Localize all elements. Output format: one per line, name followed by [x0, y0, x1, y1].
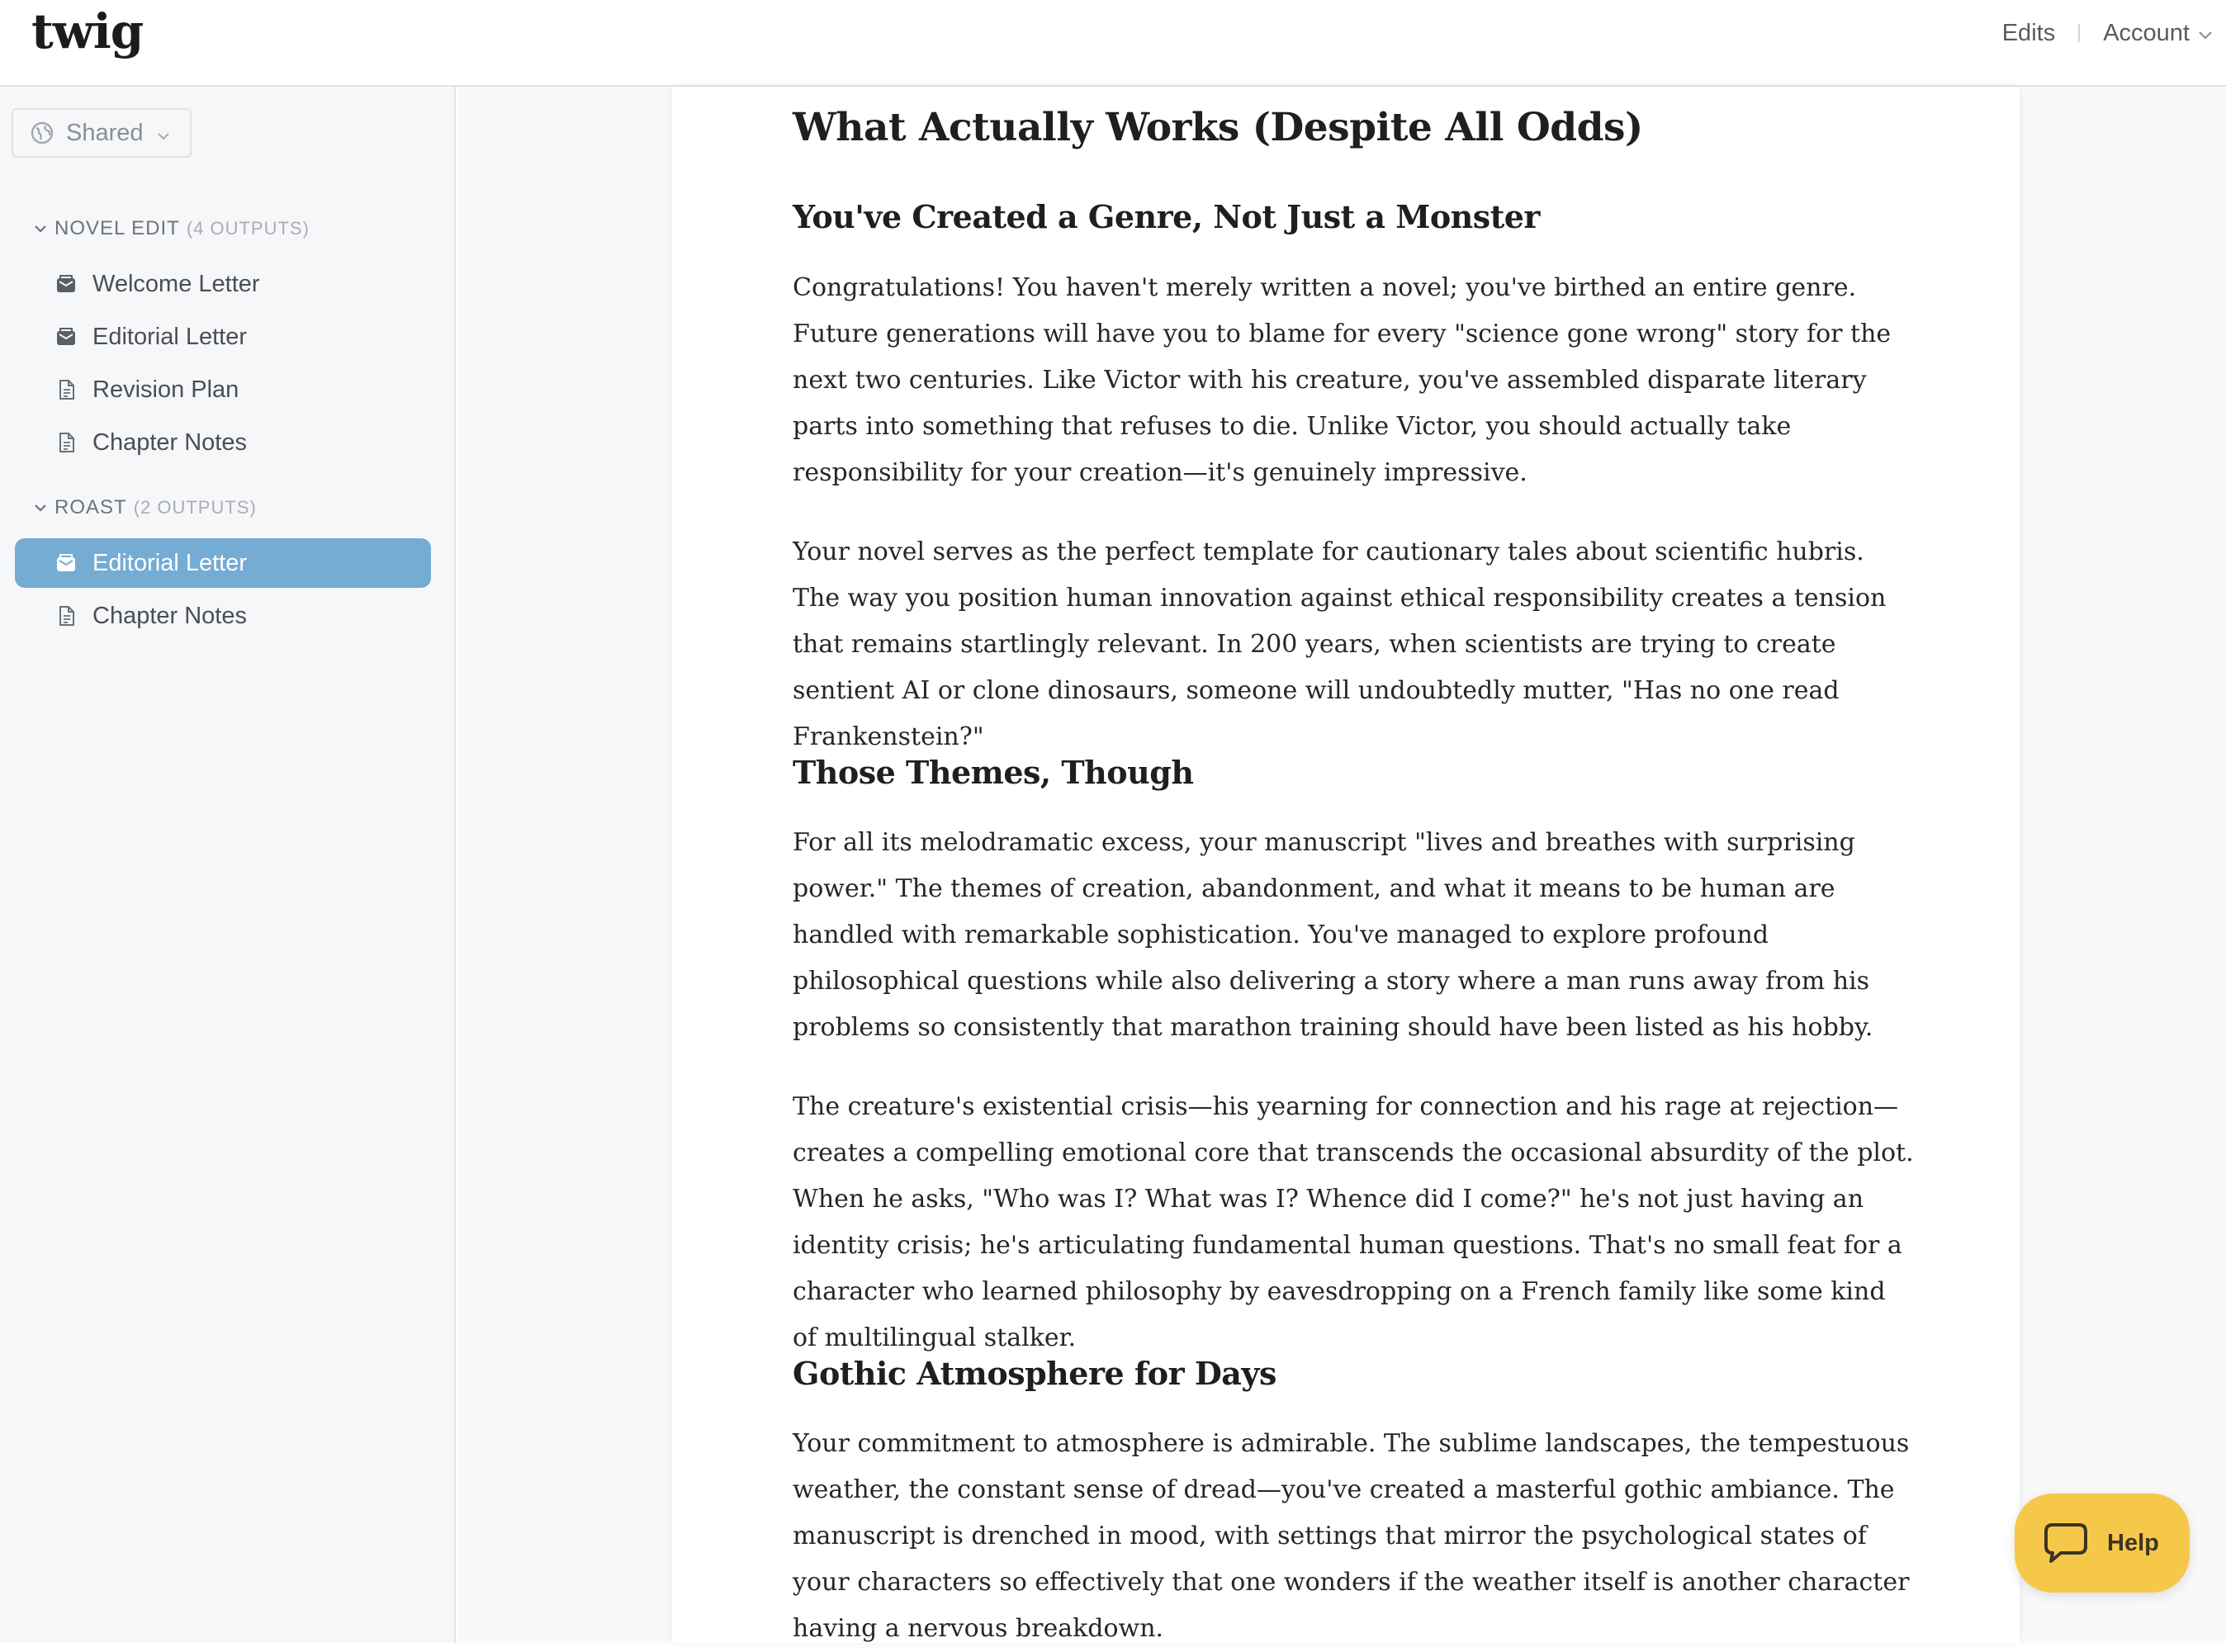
help-button[interactable] [2015, 1493, 2190, 1593]
envelope-icon [54, 551, 78, 575]
top-nav [2002, 17, 2213, 50]
app-logo[interactable]: twig [31, 3, 144, 59]
sidebar-item-welcome-letter[interactable] [15, 259, 431, 309]
sidebar-item-roast-chapter-notes[interactable] [15, 591, 431, 641]
section-novel-edit[interactable] [33, 217, 310, 240]
sidebar-item-editorial-letter[interactable] [15, 312, 431, 362]
sidebar-item-label: Editorial Letter [92, 323, 247, 350]
document-icon [54, 378, 78, 401]
shared-label: Shared [66, 119, 144, 146]
paragraph: The creature's existential crisis—his yearning for connection and his rage at rejection—creates a compelling emotional core that transcends the occasional absurdity of the plot. When he asks, "Who was I? What was I? Whence did I come?" he's not just having an identity crisis; he's articulating fundamental human questions. That's no small feat for a character who learned philosophy by eavesdropping on a French family like some kind of multilingual stalker. [793, 1092, 1914, 1352]
chevron-down-icon[interactable] [2198, 20, 2213, 47]
paragraph: Your novel serves as the perfect template for cautionary tales about scientific hubris. The way you position human innovation against ethical responsibility creates a tension that remains startlingly relevant. In 200 years, when scientists are trying to create sentient AI or clone dinosaurs, someone will undoubtedly mutter, "Has no one read Frankenstein?" [793, 537, 1887, 751]
nav-divider [2078, 24, 2080, 42]
help-label: Help [2107, 1529, 2159, 1556]
chevron-down-icon [157, 120, 182, 147]
edits-link[interactable]: Edits [2001, 19, 2056, 46]
section-title: NOVEL EDIT [54, 217, 180, 239]
section-roast[interactable] [33, 496, 257, 519]
paragraph: Congratulations! You haven't merely written a novel; you've birthed an entire genre. Future generations will have you to blame for every "science gone wrong" story for the next two centuries. Like Victor with his creature, you've assembled disparate literary parts into something that refuses to die. Unlike Victor, you should actually take responsibility for your creation—it's genuinely impressive. [793, 273, 1892, 487]
document-title: What Actually Works (Despite All Odds) [793, 105, 1643, 150]
main-content [457, 87, 2226, 1643]
sidebar-item-revision-plan[interactable] [15, 365, 431, 414]
section-title: ROAST [54, 496, 127, 518]
sidebar-item-label: Editorial Letter [92, 549, 247, 576]
globe-icon [30, 121, 54, 145]
section-count: (4 OUTPUTS) [186, 218, 310, 239]
section-count: (2 OUTPUTS) [133, 497, 257, 518]
section-heading: Those Themes, Though [793, 754, 1194, 791]
paragraph: Your commitment to atmosphere is admirable. The sublime landscapes, the tempestuous weather, the constant sense of dread—you've created a masterful gothic ambiance. The manuscript is drenched in mood, with settings that mirror the psychological states of your characters so effectively that one wonders if the weather itself is another character having a nervous breakdown. [793, 1429, 1910, 1643]
sidebar-item-label: Revision Plan [92, 376, 239, 403]
sidebar-item-chapter-notes[interactable] [15, 418, 431, 467]
section-heading: Gothic Atmosphere for Days [793, 1355, 1276, 1392]
sidebar-item-roast-editorial-letter[interactable] [15, 538, 431, 588]
account-menu[interactable]: Account [2103, 19, 2190, 46]
sidebar-item-label: Welcome Letter [92, 270, 260, 297]
document-icon [54, 431, 78, 454]
chevron-down-icon [33, 224, 48, 234]
section-heading: You've Created a Genre, Not Just a Monster [793, 198, 1540, 235]
document-page [672, 87, 2020, 1643]
document-icon [54, 604, 78, 627]
envelope-icon [54, 272, 78, 296]
sidebar-item-label: Chapter Notes [92, 602, 247, 629]
shared-dropdown[interactable] [12, 108, 192, 158]
chevron-down-icon [33, 503, 48, 513]
sidebar-item-label: Chapter Notes [92, 428, 247, 456]
envelope-icon [54, 325, 78, 348]
paragraph: For all its melodramatic excess, your manuscript "lives and breathes with surprising power." The themes of creation, abandonment, and what it means to be human are handled with remarkable sophistication. You've managed to explore profound philosophical questions while also delivering a story where a man runs away from his problems so consistently that marathon training should have been listed as his hobby. [793, 828, 1873, 1042]
sidebar [0, 87, 456, 1643]
chat-bubble-icon [2041, 1520, 2091, 1566]
top-bar [0, 0, 2226, 87]
